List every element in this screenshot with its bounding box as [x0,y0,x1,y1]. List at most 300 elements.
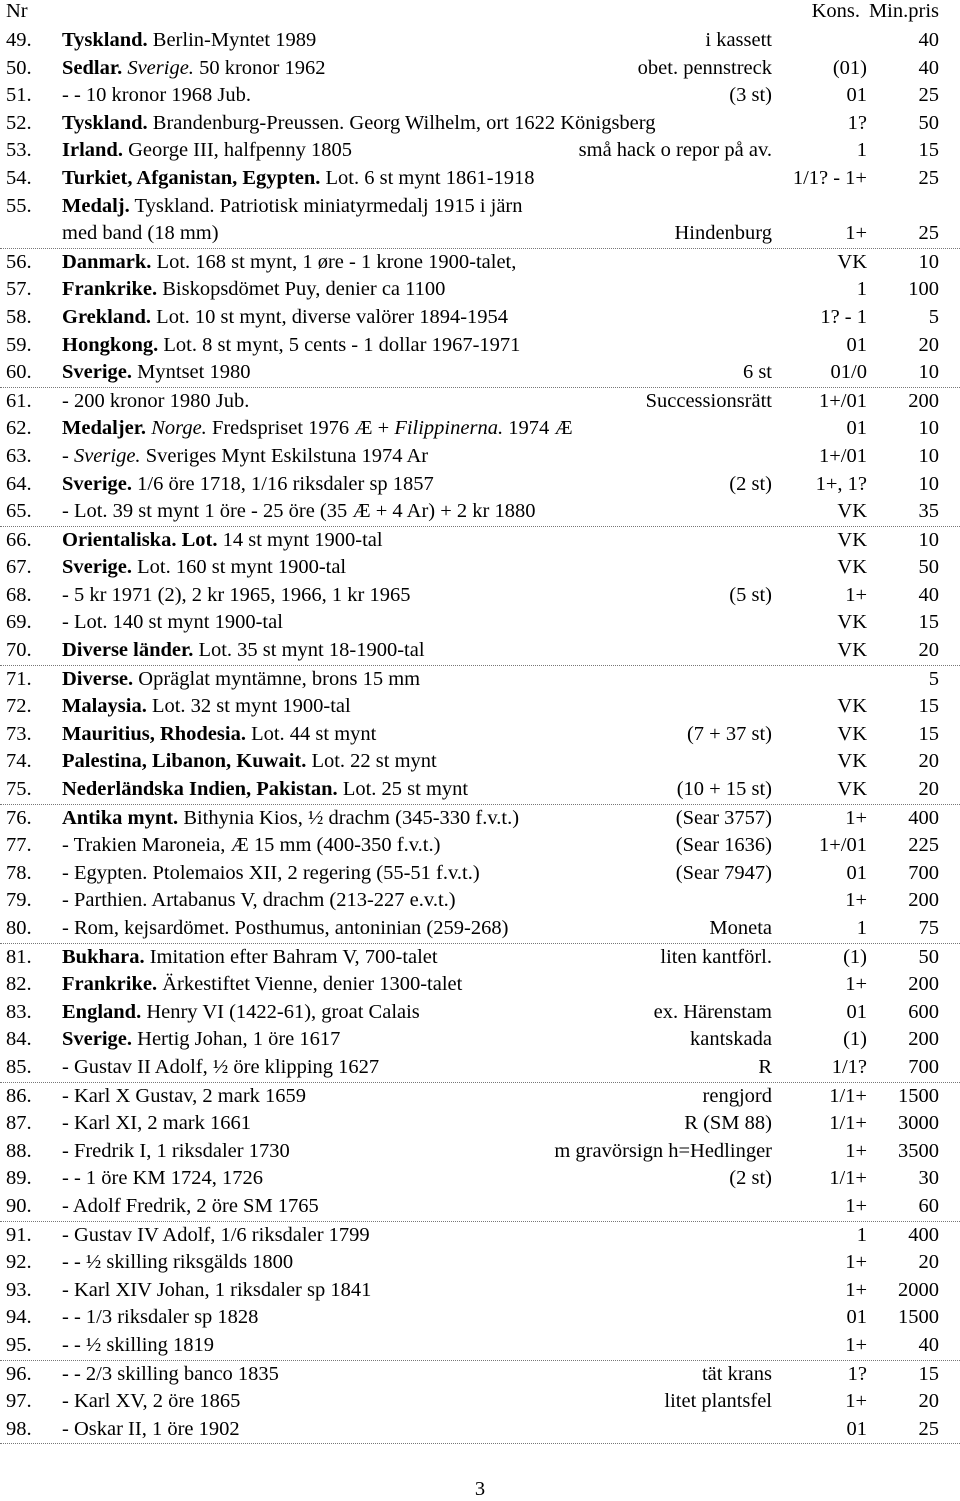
lot-description [62,666,420,694]
lot-description [62,249,516,277]
lot-row [0,693,960,721]
description-segment: Lot. 22 st mynt [306,750,437,773]
lot-number: 83. [6,1000,32,1023]
description-segment: Sverige. [62,361,133,384]
lot-description [62,637,425,665]
description-segment: Tyskland. [62,111,148,134]
description-segment: Nederländska Indien, Pakistan. [62,778,338,801]
lot-description [62,55,325,83]
lot-condition: 1 [856,1223,867,1246]
lot-condition: 01 [846,1417,867,1440]
lot-description [62,915,508,943]
lot-number: 74. [6,750,32,773]
description-segment: - 200 kronor 1980 Jub. [62,389,250,412]
lot-number: 82. [6,973,32,996]
description-segment: Lot. 168 st mynt, 1 øre - 1 krone 1900-talet, [151,250,517,273]
lot-description [62,1304,258,1332]
lot-min-price: 200 [908,973,939,996]
lot-min-price: 200 [908,889,939,912]
lot-row [0,887,960,915]
lot-min-price: 50 [918,111,939,134]
lot-number: 55. [6,194,32,217]
description-segment: - Fredrik I, 1 riksdaler 1730 [62,1139,290,1162]
lot-min-price: 30 [918,1167,939,1190]
lot-row [0,637,960,665]
page-number: 3 [474,1478,486,1500]
lot-description [62,82,251,110]
lot-number: 88. [6,1139,32,1162]
description-segment: Mauritius, Rhodesia. [62,722,246,745]
lot-description [62,1138,290,1166]
lot-min-price: 10 [918,417,939,440]
lot-description [62,1361,279,1389]
lot-min-price: 75 [918,917,939,939]
lot-note: (3 st) [729,84,772,107]
lot-note: små hack o repor på av. [578,139,772,162]
description-segment: - Gustav IV Adolf, 1/6 riksdaler 1799 [62,1223,370,1246]
lot-description [62,1249,293,1277]
description-segment: - - 1/3 riksdaler sp 1828 [62,1306,259,1329]
lot-row [0,55,960,83]
lot-number: 95. [6,1333,32,1356]
lot-number: 86. [6,1084,32,1107]
lot-description [62,860,480,888]
lot-min-price: 40 [918,1333,939,1356]
lot-number: 69. [6,611,32,634]
description-segment: Sverige. [62,556,133,579]
lot-description [62,27,316,55]
description-segment: Danmark. [62,250,152,273]
lot-note: tät krans [701,1362,772,1385]
description-segment: - Lot. 39 st mynt 1 öre - 25 öre (35 Æ + 4 Ar) + 2 kr 1880 [62,500,536,523]
lot-number: 68. [6,583,32,606]
lot-note: Hindenburg [674,222,772,245]
lot-note: kantskada [690,1028,772,1051]
lot-min-price: 25 [918,222,939,245]
lot-min-price: 15 [918,1362,939,1385]
lot-condition: 01 [846,333,867,356]
lot-min-price: 200 [908,389,939,412]
lot-number: 97. [6,1390,32,1413]
lot-number: 60. [6,361,32,384]
lot-min-price: 700 [908,1055,939,1078]
header-nr: Nr [6,0,28,22]
lot-group [0,944,960,1083]
description-segment: Lot. 25 st mynt [337,778,469,801]
description-segment: Sverige. [73,444,141,467]
lot-description [62,609,283,637]
lot-row [0,332,960,360]
lot-min-price: 15 [918,139,939,162]
lot-row [0,1277,960,1305]
lot-number: 49. [6,29,32,51]
lot-number: 70. [6,639,32,662]
lot-number: 66. [6,528,32,551]
lot-description [62,805,519,833]
lot-condition: (01) [832,56,867,79]
lot-condition: 1+/01 [818,834,867,857]
lot-description [62,999,420,1027]
lot-row [0,1249,960,1277]
lot-description [62,1388,240,1416]
lot-condition: (1) [843,1028,867,1051]
column-header [0,0,960,24]
lot-min-price: 1500 [898,1084,939,1107]
lot-condition: 1+ [845,889,867,912]
description-segment: Lot. 32 st mynt 1900-tal [146,695,351,718]
lot-description [62,276,445,304]
description-segment: Frankrike. [62,973,158,996]
description-segment: - Parthien. Artabanus V, drachm (213-227 e.v.t.) [62,889,456,912]
lot-number: 54. [6,166,32,189]
lot-row [0,276,960,304]
description-segment: Irland. [62,139,123,162]
lot-number: 81. [6,945,32,968]
lot-description [62,1277,371,1305]
lot-row [0,721,960,749]
lot-min-price: 20 [918,778,939,801]
lot-condition: 01/0 [830,361,867,384]
description-segment: 14 st mynt 1900-tal [217,528,383,551]
lot-group [0,27,960,249]
lot-condition: 1+ [845,1139,867,1162]
lot-number: 56. [6,250,32,273]
lot-number: 90. [6,1194,32,1217]
description-segment: Palestina, Libanon, Kuwait. [62,750,307,773]
description-segment: Henry VI (1422-61), groat Calais [141,1000,420,1023]
description-segment: - 5 kr 1971 (2), 2 kr 1965, 1966, 1 kr 1965 [62,583,411,606]
description-segment: - - ½ skilling riksgälds 1800 [62,1251,294,1274]
lot-condition: 01 [846,84,867,107]
lot-row [0,1138,960,1166]
lot-row [0,805,960,833]
lot-description [62,1083,306,1111]
lot-row [0,582,960,610]
description-segment: Berlin-Myntet 1989 [147,29,317,51]
lot-description [62,748,437,776]
lot-description [62,1110,251,1138]
lot-min-price: 40 [918,29,939,51]
description-segment: 50 kronor 1962 [193,56,326,79]
description-segment: Biskopsdömet Puy, denier ca 1100 [157,278,446,301]
lot-condition: 01 [846,1000,867,1023]
lot-condition: VK [837,695,867,718]
lot-condition: 1 [856,278,867,301]
lot-min-price: 20 [918,750,939,773]
lot-group [0,666,960,805]
lot-description [62,388,249,416]
description-segment: Opräglat myntämne, brons 15 mm [133,667,421,690]
lot-number: 57. [6,278,32,301]
lot-condition: VK [837,639,867,662]
lot-row [0,1222,960,1250]
lot-description [62,1416,240,1444]
lot-row [0,666,960,694]
lot-row [0,1193,960,1221]
description-segment: Sedlar. [62,56,123,79]
description-segment: Lot. 35 st mynt 18-1900-tal [193,639,425,662]
lot-row [0,1026,960,1054]
lot-min-price: 5 [928,305,939,328]
lot-description [62,1222,370,1250]
lot-number: 84. [6,1028,32,1051]
lot-note: litet plantsfel [664,1390,772,1413]
lot-row [0,304,960,332]
lot-condition: 1/1+ [829,1112,867,1135]
lot-min-price: 50 [918,945,939,968]
lot-min-price: 20 [918,333,939,356]
lot-description [62,137,352,165]
lot-number: 93. [6,1278,32,1301]
lot-row [0,249,960,277]
lot-condition: VK [837,500,867,523]
lot-number: 77. [6,834,32,857]
lot-condition: 1+ [845,1390,867,1413]
description-segment: Medaljer. [62,417,147,440]
lot-min-price: 200 [908,1028,939,1051]
lot-note: (Sear 3757) [675,806,772,829]
lot-min-price: 225 [908,834,939,857]
lot-description [62,776,468,804]
description-segment: Malaysia. [62,695,147,718]
lot-row [0,388,960,416]
description-segment: - Karl XV, 2 öre 1865 [62,1390,241,1413]
lot-min-price: 25 [918,166,939,189]
lot-description [62,527,383,555]
lot-note: rengjord [702,1084,772,1107]
description-segment: Diverse länder. [62,639,194,662]
lot-description [62,832,440,860]
description-segment: Sverige. [127,56,194,79]
lot-row [0,471,960,499]
lot-number: 73. [6,722,32,745]
lot-condition: 1+/01 [818,444,867,467]
lot-condition: 1+ [845,1251,867,1274]
lot-number: 51. [6,84,32,107]
lot-condition: 1/1+ [829,1167,867,1190]
lot-condition: 1+ [845,806,867,829]
lot-condition: VK [837,778,867,801]
lot-description [62,1165,263,1193]
lot-description [62,304,508,332]
description-segment: Norge. [151,417,207,440]
lot-description [62,443,428,471]
description-segment: 1974 Æ [503,417,573,440]
lot-row [0,415,960,443]
header-minpris: Min.pris [868,0,939,22]
description-segment: Orientaliska. Lot. [62,528,218,551]
lot-note: R (SM 88) [684,1112,772,1135]
lot-condition: 1+, 1? [815,472,867,495]
description-segment: Imitation efter Bahram V, 700-talet [144,945,438,968]
description-segment: Filippinerna. [394,417,504,440]
header-kons: Kons. [811,0,860,22]
lot-description [62,971,462,999]
lot-number: 94. [6,1306,32,1329]
description-segment: Frankrike. [62,278,158,301]
lot-number: 87. [6,1112,32,1135]
lot-min-price: 10 [918,472,939,495]
lot-note: liten kantförl. [660,945,772,968]
lot-min-price: 10 [918,444,939,467]
lot-description [62,1193,319,1221]
description-segment: 1/6 öre 1718, 1/16 riksdaler sp 1857 [132,472,434,495]
lot-min-price: 3000 [898,1112,939,1135]
lot-row [0,1165,960,1193]
description-segment: England. [62,1000,142,1023]
lot-group [0,1222,960,1361]
lot-min-price: 25 [918,84,939,107]
description-segment: - - 2/3 skilling banco 1835 [62,1362,279,1385]
lot-min-price: 700 [908,861,939,884]
lot-condition: 1 [856,917,867,939]
lot-number: 58. [6,305,32,328]
lot-min-price: 400 [908,806,939,829]
lot-number: 96. [6,1362,32,1385]
lot-min-price: 20 [918,1390,939,1413]
lot-min-price: 25 [918,1417,939,1440]
lot-row [0,110,960,138]
lot-number: 89. [6,1167,32,1190]
description-segment: Sverige. [62,472,133,495]
description-segment: - Karl XIV Johan, 1 riksdaler sp 1841 [62,1278,372,1301]
lot-condition: VK [837,722,867,745]
lot-number: 67. [6,556,32,579]
lot-condition: (1) [843,945,867,968]
lot-row [0,748,960,776]
lot-min-price: 100 [908,278,939,301]
lot-row [0,915,960,943]
lot-condition: 1? [847,1362,867,1385]
lot-min-price: 35 [918,500,939,523]
lot-number: 62. [6,417,32,440]
lot-min-price: 3500 [898,1139,939,1162]
lot-group [0,1083,960,1222]
description-segment: - - 1 öre KM 1724, 1726 [62,1167,263,1190]
lot-description [62,582,410,610]
lot-group [0,1361,960,1445]
description-segment: Tyskland. Patriotisk miniatyrmedalj 1915 i järn [129,194,523,217]
lot-group [0,249,960,388]
lot-number: 59. [6,333,32,356]
description-segment: Lot. 10 st mynt, diverse valörer 1894-1954 [151,305,509,328]
lot-note: (10 + 15 st) [676,778,772,801]
lot-row [0,999,960,1027]
lot-min-price: 400 [908,1223,939,1246]
description-segment: Sveriges Mynt Eskilstuna 1974 Ar [140,444,429,467]
lot-row [0,1110,960,1138]
lot-description [62,332,520,360]
lot-row [0,971,960,999]
lot-number: 92. [6,1251,32,1274]
lot-description [62,415,573,443]
description-segment: - Oskar II, 1 öre 1902 [62,1417,240,1440]
description-segment: - Adolf Fredrik, 2 öre SM 1765 [62,1194,319,1217]
lot-note: (Sear 7947) [675,861,772,884]
lot-condition: 01 [846,1306,867,1329]
lot-condition: 1? [847,111,867,134]
lot-row [0,1361,960,1389]
lot-note: Moneta [709,917,772,939]
lot-condition: 1+ [845,583,867,606]
description-segment: Lot. 6 st mynt 1861-1918 [320,166,535,189]
lot-number: 80. [6,917,32,939]
lot-description [62,359,250,387]
lot-number: 71. [6,667,32,690]
lot-group [0,388,960,527]
description-segment: Bukhara. [62,945,145,968]
lot-number: 79. [6,889,32,912]
description-segment: Grekland. [62,305,152,328]
lot-number: 65. [6,500,32,523]
description-segment: Ärkestiftet Vienne, denier 1300-talet [157,973,463,996]
lot-description [62,944,438,972]
lot-row [0,82,960,110]
lot-min-price: 60 [918,1194,939,1217]
description-segment: Bithynia Kios, ½ drachm (345-330 f.v.t.) [178,806,520,829]
lot-condition: VK [837,528,867,551]
lot-condition: 1+ [845,973,867,996]
lot-number: 76. [6,806,32,829]
description-segment: Lot. 160 st mynt 1900-tal [132,556,347,579]
description-segment: - Egypten. Ptolemaios XII, 2 regering (55-51 f.v.t.) [62,861,480,884]
lot-row [0,165,960,193]
lot-row [0,27,960,55]
lot-note: (Sear 1636) [675,834,772,857]
lot-min-price: 20 [918,639,939,662]
lot-min-price: 1500 [898,1306,939,1329]
lot-number: 98. [6,1417,32,1440]
lot-row [0,193,960,248]
lot-number: 53. [6,139,32,162]
lot-number: 50. [6,56,32,79]
description-segment: Antika mynt. [62,806,179,829]
description-segment: Lot. 8 st mynt, 5 cents - 1 dollar 1967-1971 [158,333,521,356]
lot-min-price: 10 [918,361,939,384]
description-segment: George III, halfpenny 1805 [122,139,352,162]
description-segment: Hongkong. [62,333,159,356]
description-segment: Medalj. [62,194,130,217]
lot-row [0,776,960,804]
lot-number: 75. [6,778,32,801]
description-segment: - Trakien Maroneia, Æ 15 mm (400-350 f.v.t.) [62,834,441,857]
lot-description [62,471,434,499]
lot-condition: VK [837,750,867,773]
lot-min-price: 15 [918,611,939,634]
description-segment: - - ½ skilling 1819 [62,1333,215,1356]
lot-row [0,1054,960,1082]
lot-description-continued: med band (18 mm) [62,222,219,245]
lot-row [0,860,960,888]
description-segment: Myntset 1980 [132,361,251,384]
lot-note: m gravörsign h=Hedlinger [554,1139,772,1162]
lot-group [0,527,960,666]
lot-condition: 01 [846,417,867,440]
lot-number: 64. [6,472,32,495]
lot-condition: 1+ [845,1333,867,1356]
lot-condition: VK [837,611,867,634]
lot-note: (2 st) [729,1167,772,1190]
lot-note: (2 st) [729,472,772,495]
lot-number: 63. [6,444,32,467]
description-segment: Sverige. [62,1028,133,1051]
lot-group [0,805,960,944]
lot-row [0,527,960,555]
description-segment: - [62,444,74,467]
lot-condition: 1/1? [831,1055,867,1078]
lot-number: 85. [6,1055,32,1078]
lot-row [0,1416,960,1444]
